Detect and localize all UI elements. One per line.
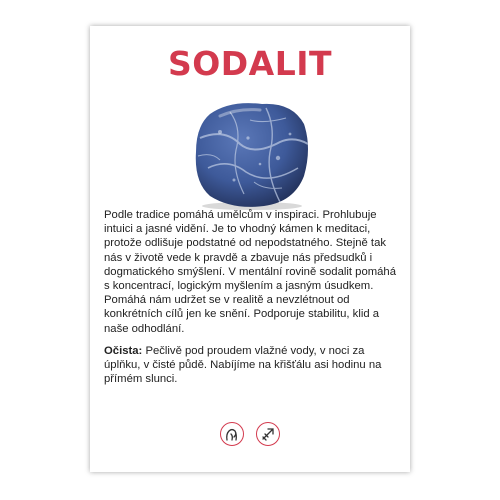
cleansing-paragraph [104, 344, 396, 387]
sodalite-stone-image [190, 98, 312, 210]
cleansing-label: Očista: [104, 344, 143, 357]
zodiac-icons [90, 422, 410, 446]
card-text [104, 208, 396, 394]
description-paragraph: Podle tradice pomáhá umělcům v inspiraci. Prohlubuje intuici a jasné vidění. Je to vhodný kámen k meditaci, protože odlišuje podstatné od nepodstatného. Stejně tak nás v životě vede k pravdě a zbavuje nás předsudků i dogmatického smýšlení. V mentální rovině sodalit pomáhá s koncentrací, logickým myšlením a jasným úsudkem. Pomáhá nám udržet se v realitě a nevzlétnout od konkrétních cílů jen ke snění. Podporuje stabilitu, klid a naše odhodlání. [104, 209, 396, 335]
product-card [90, 26, 410, 472]
cleansing-text: Pečlivě pod proudem vlažné vody, v noci za úplňku, v čisté půdě. Nabíjíme na křišťálu asi hodinu na přímém slunci. [104, 344, 382, 386]
sagittarius-zodiac-icon [256, 422, 280, 446]
card-title: SODALIT [167, 44, 333, 83]
virgo-zodiac-icon [220, 422, 244, 446]
